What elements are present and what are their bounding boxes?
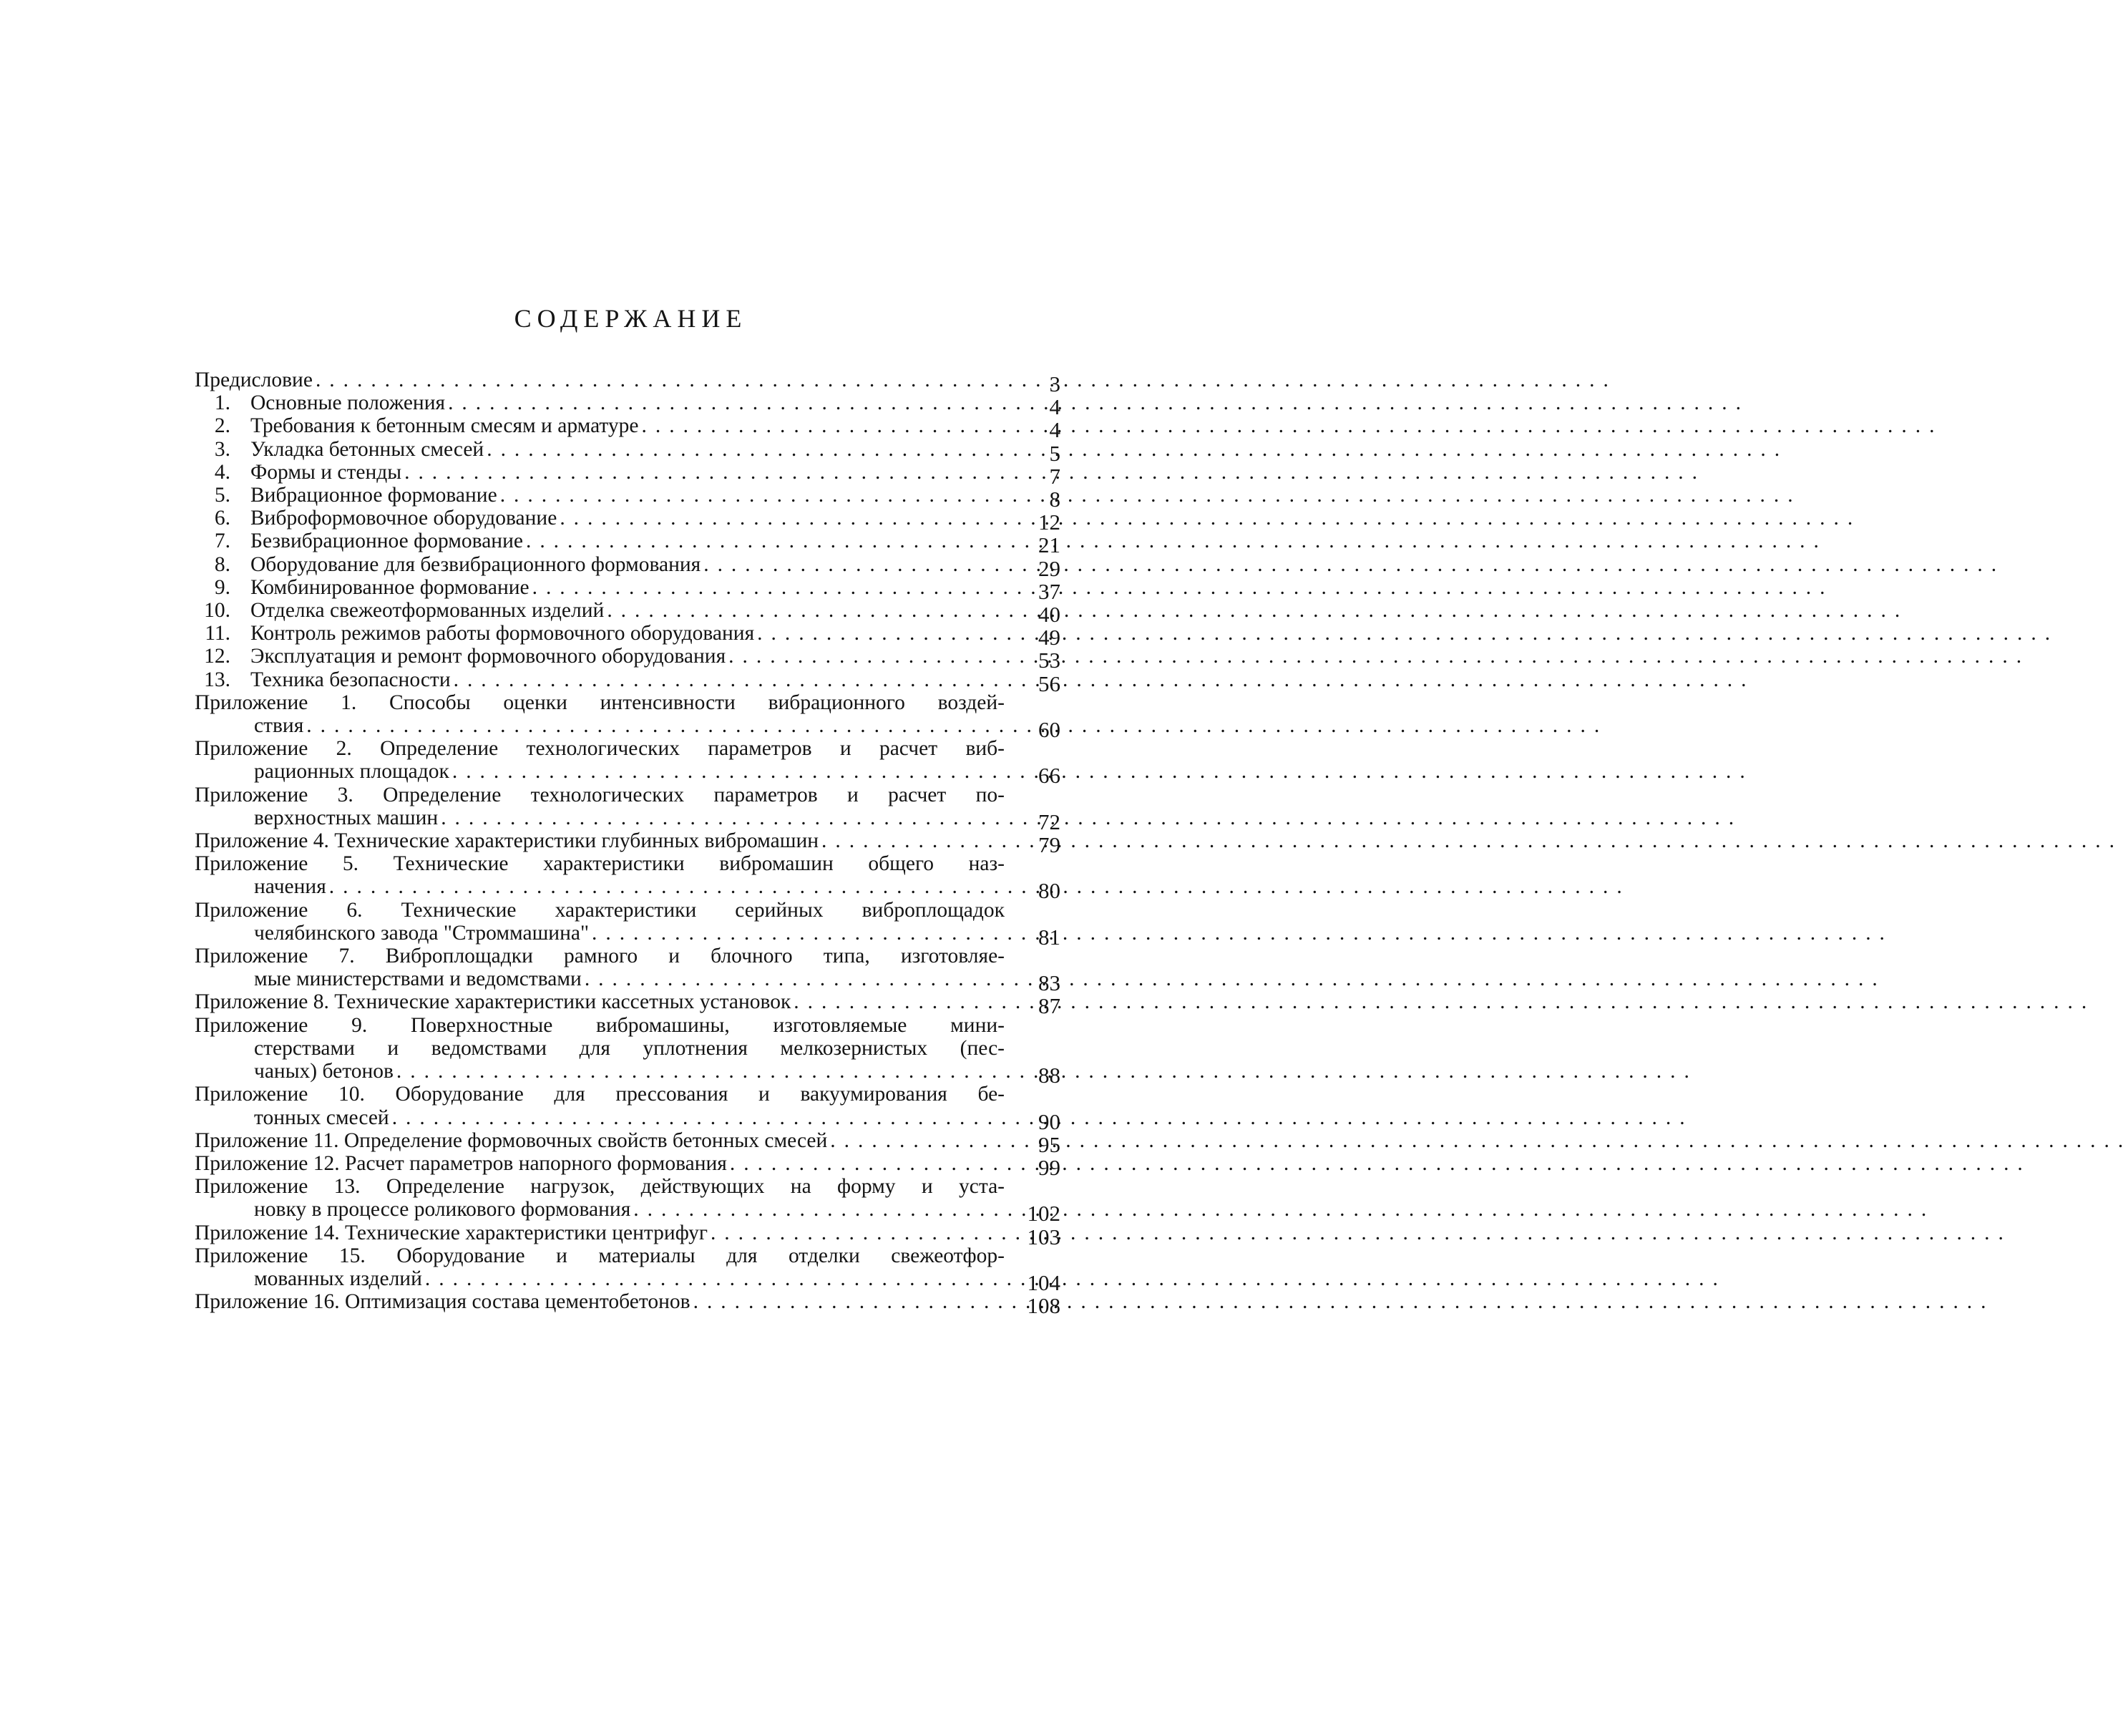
toc-entry-line: [195, 714, 1005, 737]
dot-leader: [326, 875, 1622, 898]
page-number: 40: [1038, 602, 1060, 628]
toc-entry: [195, 1151, 1060, 1180]
dot-leader: [582, 967, 1878, 990]
page-number: 49: [1038, 625, 1060, 650]
toc-entry-line: [195, 852, 1005, 875]
toc-entry-title: Приложение 13. Определение нагрузок, действующих на форму и уста-: [195, 1175, 1005, 1199]
toc-entry-line: [195, 1198, 1005, 1221]
toc-entry: [195, 990, 1060, 1019]
toc-entry: [195, 507, 1060, 535]
toc-entry-title: Эксплуатация и ремонт формовочного оборудования: [250, 645, 726, 668]
page-number: 21: [1038, 532, 1060, 558]
dot-leader: [727, 1152, 2023, 1175]
chapter-number: 4.: [214, 460, 230, 484]
page-number: 102: [1027, 1201, 1060, 1227]
toc-entry-line: [195, 691, 1005, 714]
page-number: 83: [1038, 970, 1060, 996]
toc-entry-title: челябинского завода "Строммашина": [254, 921, 589, 945]
toc-entry-title: Безвибрационное формование: [250, 530, 523, 553]
toc-entry: [195, 737, 1060, 789]
toc-entry: [195, 460, 1060, 489]
toc-entry-title: верхностных машин: [254, 806, 439, 829]
toc-entry-title: Приложение 9. Поверхностные вибромашины, изготовляемые мини-: [195, 1013, 1005, 1037]
chapter-number: 12.: [204, 645, 230, 668]
toc-entry-line: [195, 599, 1005, 622]
dot-leader: [604, 599, 1900, 622]
chapter-number: 9.: [214, 575, 230, 599]
toc-entry-title: Отделка свежеотформованных изделий: [250, 599, 605, 623]
toc-entry: [195, 1083, 1060, 1134]
toc-entry: [195, 945, 1060, 996]
toc-entry: [195, 1175, 1060, 1227]
chapter-number: 10.: [204, 599, 230, 623]
dot-leader: [313, 369, 1609, 391]
page-number: 87: [1038, 993, 1060, 1019]
toc-entry-title: Виброформовочное оборудование: [250, 507, 557, 530]
page-number: 104: [1027, 1269, 1060, 1295]
toc-entry-title: Приложение 3. Определение технологических параметров и расчет по-: [195, 783, 1005, 806]
toc-entry: [195, 414, 1060, 443]
toc-entry-line: [195, 507, 1005, 530]
toc-entry-line: [195, 899, 1005, 922]
toc-entry-line: [195, 737, 1005, 760]
dot-leader: [557, 507, 1853, 530]
toc-entry-title: Приложение 11. Определение формовочных свойств бетонных смесей: [195, 1128, 828, 1152]
toc-entry-title: начения: [254, 875, 326, 899]
page-number: 29: [1038, 555, 1060, 581]
toc-entry-line: [195, 967, 1005, 990]
table-of-contents: [195, 369, 1060, 1319]
page-number: 79: [1038, 832, 1060, 858]
toc-entry: [195, 1128, 1060, 1157]
toc-entry: [195, 783, 1060, 834]
toc-entry-line: [195, 990, 1005, 1013]
chapter-number: 2.: [214, 414, 230, 438]
dot-leader: [451, 668, 1747, 691]
toc-entry: [195, 575, 1060, 604]
chapter-number: 8.: [214, 552, 230, 576]
dot-leader: [701, 553, 1996, 576]
page-number: 37: [1038, 578, 1060, 604]
toc-entry: [195, 691, 1060, 743]
toc-entry-title: Приложение 8. Технические характеристики кассетных установок: [195, 990, 791, 1014]
toc-entry-title: тонных смесей: [254, 1106, 389, 1129]
toc-entry: [195, 1244, 1060, 1295]
toc-entry-title: мованных изделий: [254, 1267, 422, 1290]
dot-leader: [630, 1198, 1926, 1221]
page-title: СОДЕРЖАНИЕ: [514, 304, 748, 333]
toc-entry: [195, 599, 1060, 628]
toc-entry-line: [195, 414, 1005, 437]
chapter-number: 6.: [214, 507, 230, 530]
page-number: 60: [1038, 717, 1060, 743]
dot-leader: [523, 530, 1819, 552]
toc-entry-line: [195, 391, 1005, 414]
page-number: 88: [1038, 1063, 1060, 1088]
toc-entry: [195, 668, 1060, 696]
toc-entry: [195, 530, 1060, 558]
chapter-number: 11.: [205, 622, 230, 645]
toc-entry-line: [195, 1129, 1005, 1152]
toc-entry: [195, 552, 1060, 581]
toc-entry-line: [195, 1037, 1005, 1060]
toc-entry-title: чаных) бетонов: [254, 1060, 394, 1083]
toc-entry-line: [195, 369, 1005, 391]
page-number: 53: [1038, 648, 1060, 673]
page-number: 95: [1038, 1131, 1060, 1157]
toc-entry-title: Приложение 1. Способы оценки интенсивности вибрационного воздей-: [195, 691, 1005, 714]
toc-entry-line: [195, 622, 1005, 645]
toc-entry-title: Приложение 4. Технические характеристики глубинных вибромашин: [195, 829, 819, 853]
dot-leader: [639, 414, 1935, 437]
toc-entry-title: стерствами и ведомствами для уплотнения мелкозернистых (пес-: [254, 1036, 1005, 1060]
toc-entry-title: Приложение 10. Оборудование для прессования и вакуумирования бе-: [195, 1083, 1005, 1106]
page-number: 80: [1038, 878, 1060, 904]
toc-entry-line: [195, 1060, 1005, 1083]
toc-entry-title: новку в процессе роликового формования: [254, 1198, 631, 1221]
toc-entry-title: Приложение 16. Оптимизация состава цементобетонов: [195, 1290, 690, 1314]
toc-entry-line: [195, 945, 1005, 967]
page-number: 108: [1027, 1293, 1060, 1319]
page-number: 56: [1038, 670, 1060, 696]
toc-entry-line: [195, 1290, 1005, 1313]
toc-entry-title: Вибрационное формование: [250, 484, 497, 507]
dot-leader: [303, 714, 1599, 737]
page-number: 103: [1027, 1224, 1060, 1249]
page-number: 66: [1038, 763, 1060, 789]
page-number: 8: [1049, 487, 1060, 512]
toc-entry-line: [195, 760, 1005, 783]
page-number: 90: [1038, 1108, 1060, 1134]
toc-entry: [195, 369, 1060, 396]
toc-entry: [195, 829, 1060, 858]
dot-leader: [438, 806, 1734, 829]
toc-entry-line: [195, 875, 1005, 898]
dot-leader: [791, 990, 2087, 1013]
toc-entry-title: Укладка бетонных смесей: [250, 437, 484, 461]
chapter-number: 3.: [214, 437, 230, 461]
toc-entry-line: [195, 645, 1005, 668]
toc-entry-title: Техника безопасности: [250, 668, 451, 691]
toc-entry-title: мые министерствами и ведомствами: [254, 967, 582, 991]
chapter-number: 13.: [204, 668, 230, 691]
toc-entry-title: Предисловие: [195, 369, 313, 391]
toc-entry-line: [195, 806, 1005, 829]
dot-leader: [445, 391, 1741, 414]
dot-leader: [422, 1267, 1718, 1290]
toc-entry: [195, 1221, 1060, 1249]
dot-leader: [690, 1290, 1986, 1313]
toc-entry-title: Приложение 15. Оборудование и материалы для отделки свежеотфор-: [195, 1244, 1005, 1267]
toc-entry-line: [195, 1221, 1005, 1244]
toc-entry-line: [195, 553, 1005, 576]
toc-entry-line: [195, 1175, 1005, 1198]
toc-entry-title: Приложение 7. Виброплощадки рамного и блочного типа, изготовляе-: [195, 945, 1005, 968]
toc-entry: [195, 645, 1060, 673]
toc-entry: [195, 1290, 1060, 1319]
toc-entry: [195, 622, 1060, 650]
toc-entry-line: [195, 1106, 1005, 1129]
toc-entry-line: [195, 484, 1005, 507]
page-number: 12: [1038, 509, 1060, 535]
dot-leader: [449, 760, 1745, 783]
toc-entry-title: Требования к бетонным смесям и арматуре: [250, 414, 639, 438]
toc-entry-title: Приложение 14. Технические характеристики центрифуг: [195, 1221, 708, 1244]
toc-entry-title: Основные положения: [250, 391, 446, 415]
toc-entry: [195, 898, 1060, 950]
page-number: 72: [1038, 809, 1060, 834]
page-number: 81: [1038, 924, 1060, 950]
toc-entry: [195, 1013, 1060, 1088]
dot-leader: [484, 438, 1780, 461]
toc-entry-title: рационных площадок: [254, 760, 449, 784]
toc-entry-line: [195, 668, 1005, 691]
toc-entry-line: [195, 784, 1005, 806]
toc-entry-title: Приложение 2. Определение технологических параметров и расчет виб-: [195, 737, 1005, 761]
toc-entry-title: Комбинированное формование: [250, 575, 529, 599]
toc-entry-line: [195, 438, 1005, 461]
toc-entry-line: [195, 576, 1005, 599]
toc-entry-line: [195, 1152, 1005, 1175]
page-number: 4: [1049, 394, 1060, 420]
toc-entry-line: [195, 461, 1005, 484]
chapter-number: 5.: [214, 484, 230, 507]
dot-leader: [726, 645, 2021, 668]
page-number: 7: [1049, 463, 1060, 489]
toc-entry-line: [195, 1267, 1005, 1290]
toc-entry-title: Приложение 6. Технические характеристики серийных виброплощадок: [195, 898, 1005, 922]
page-number: 3: [1049, 371, 1060, 396]
page-number: 5: [1049, 440, 1060, 466]
toc-entry-title: Приложение 5. Технические характеристики вибромашин общего наз-: [195, 852, 1005, 876]
page-number: 99: [1038, 1154, 1060, 1180]
toc-entry-line: [195, 829, 1005, 852]
toc-entry-line: [195, 1014, 1005, 1037]
toc-entry: [195, 437, 1060, 466]
toc-entry-title: ствия: [254, 714, 304, 738]
dot-leader: [589, 922, 1885, 945]
toc-entry-line: [195, 922, 1005, 945]
dot-leader: [754, 622, 2050, 645]
toc-entry-title: Формы и стенды: [250, 460, 402, 484]
toc-entry: [195, 484, 1060, 512]
dot-leader: [529, 576, 1825, 599]
toc-entry: [195, 391, 1060, 420]
toc-entry: [195, 852, 1060, 904]
toc-entry-title: Оборудование для безвибрационного формования: [250, 552, 701, 576]
toc-entry-line: [195, 530, 1005, 552]
toc-entry-title: Приложение 12. Расчет параметров напорного формования: [195, 1151, 727, 1175]
toc-entry-line: [195, 1244, 1005, 1267]
toc-entry-line: [195, 1083, 1005, 1106]
page-number: 4: [1049, 417, 1060, 443]
chapter-number: 7.: [214, 530, 230, 553]
chapter-number: 1.: [214, 391, 230, 415]
dot-leader: [497, 484, 1793, 507]
dot-leader: [708, 1221, 2004, 1244]
toc-entry-title: Контроль режимов работы формовочного оборудования: [250, 622, 755, 645]
